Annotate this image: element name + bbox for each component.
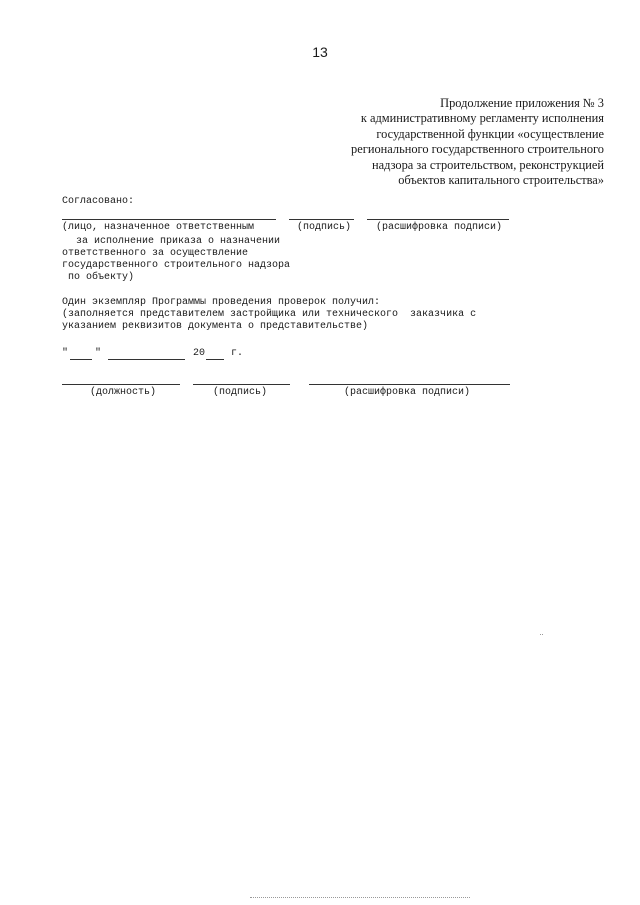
approval-note-line: ответственного за осуществление [62, 248, 249, 259]
scan-artifact [250, 897, 470, 898]
date-year-prefix: 20 [193, 348, 206, 359]
page-number: 13 [312, 44, 328, 60]
appendix-heading-line: Продолжение приложения № 3 [440, 96, 604, 110]
signature-line [289, 219, 354, 220]
date-open-quote: " [62, 348, 69, 359]
appendix-heading-line: регионального государственного строительного [351, 142, 604, 157]
receipt-note-line: указанием реквизитов документа о представительстве) [62, 321, 369, 332]
date-month-line [108, 359, 185, 360]
appendix-heading [274, 96, 604, 188]
appendix-heading-line: государственной функции «осуществление [376, 126, 604, 141]
appendix-heading-line: надзора за строительством, реконструкцией [371, 157, 604, 172]
appendix-heading-line: к административному регламенту исполнения [360, 111, 604, 126]
person-caption: (лицо, назначенное ответственным [62, 222, 255, 233]
scan-artifact [540, 634, 543, 635]
person-signature-line [62, 219, 276, 220]
position-caption: (должность) [90, 387, 157, 398]
date-year-suffix: г. [231, 348, 244, 359]
receipt-note-line: (заполняется представителем застройщика или технического заказчика с [62, 309, 477, 320]
approval-label: Согласовано: [62, 196, 135, 207]
approval-note-line: за исполнение приказа о назначении [76, 236, 281, 247]
approval-note-line: государственного строительного надзора [62, 260, 291, 271]
position-line [62, 384, 180, 385]
date-year-line [206, 359, 224, 360]
receiver-signature-caption: (подпись) [213, 387, 268, 398]
receiver-decode-caption: (расшифровка подписи) [344, 387, 471, 398]
receipt-title: Один экземпляр Программы проведения проверок получил: [62, 297, 381, 308]
decode-signature-line [367, 219, 509, 220]
date-day-line [70, 359, 92, 360]
date-close-quote: " [95, 348, 102, 359]
receiver-decode-line [309, 384, 510, 385]
appendix-heading-line: объектов капитального строительства» [398, 173, 604, 188]
approval-note-line: по объекту) [68, 272, 135, 283]
signature-caption: (подпись) [297, 222, 352, 233]
receiver-signature-line [193, 384, 290, 385]
decode-caption: (расшифровка подписи) [376, 222, 503, 233]
